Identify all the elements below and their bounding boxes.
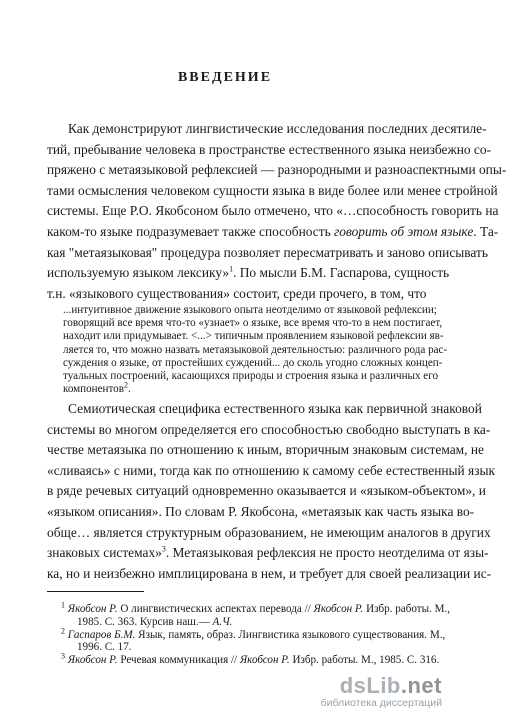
page-title: ВВЕДЕНИЕ <box>177 70 273 85</box>
text-line: честве метаязыка по отношению к иным, вторичным знаковым системам, не <box>47 442 484 458</box>
quote-line: ляется то, что можно назвать метаязыковой деятельностью: различного рода рас- <box>63 343 448 356</box>
quote-line: говорящий все время что-то «узнает» о языке, все время что-то в нем постигает, <box>63 317 443 330</box>
text-run: каком-то языке подразумевает также способность <box>47 223 335 239</box>
quote-line <box>63 380 423 396</box>
text-run: используемую языком лексику» <box>47 265 230 281</box>
text-line <box>47 543 489 564</box>
site-tagline: библиотека диссертаций <box>320 697 442 709</box>
quote-line: туальных построений, касающихся природы и строения языка и различных его <box>63 369 439 382</box>
footnote-number: 2 <box>61 625 65 635</box>
footnote-divider <box>47 591 144 592</box>
footnote-number: 1 <box>61 600 65 610</box>
quote-line: суждения о языке, от простейших суждений... до сколь угодно сложных концеп- <box>63 356 443 369</box>
text-line: тами осмысления человеком сущности языка в виде более или менее стройной <box>47 182 498 198</box>
text-run: Речевая коммуникация // <box>117 654 240 667</box>
text-line: Как демонстрируют лингвистические исследования последних десятиле- <box>68 121 487 136</box>
footnote-2 <box>47 625 446 642</box>
text-line: кая "метаязыковая" процедура позволяет пересматривать и заново описывать <box>47 244 488 260</box>
text-line: тий, пребывание человека в пространстве естественного языка неизбежно со- <box>47 141 492 157</box>
paragraph-semiotic <box>47 399 496 584</box>
paragraph-intro <box>47 119 506 304</box>
footnote-ref: 3 <box>161 544 166 554</box>
text-run: . Метаязыковая рефлексия не просто неотделима от язы- <box>165 545 489 561</box>
text-run: Язык, память, образ. Лингвистика языкового существования. М., <box>135 628 446 641</box>
text-line <box>47 222 499 243</box>
quote-line: ...интуитивное движение языкового опыта неотделимо от языковой рефлексии; <box>63 304 437 316</box>
footnote-ref: 1 <box>229 264 234 274</box>
quote-line: находит или придумывает. <...> типичным проявлением языковой рефлексии яв- <box>63 330 444 343</box>
text-line: Семиотическая специфика естественного языка как первичной знаковой <box>68 401 482 416</box>
text-run: Избр. работы. М., 1985. С. 316. <box>289 654 440 667</box>
footnote-2-continued: 1996. С. 17. <box>77 641 132 654</box>
text-run: знаковых системах» <box>47 545 162 561</box>
text-run: 1985. С. 363. Курсив наш.— <box>77 615 213 628</box>
text-line: обще… является структурным образованием, не имеющим аналогов в других <box>47 524 491 540</box>
text-run: Избр. работы. М., <box>363 603 451 615</box>
footnote-ref: 2 <box>123 380 128 390</box>
text-run: . Та- <box>473 223 499 239</box>
footnote-1 <box>47 600 451 616</box>
text-line: т.н. «языкового существования» состоит, среди прочего, в том, что <box>47 285 427 301</box>
italic-phrase: говорить об этом языке <box>334 223 474 239</box>
text-line: в ряде речевых ситуаций одновременно оказывается и «языком-объектом», и <box>47 483 486 499</box>
text-line <box>47 263 450 284</box>
text-line: «языком описания». По словам Р. Якобсона, «метаязык как часть языка во- <box>47 503 475 519</box>
site-watermark <box>321 675 442 709</box>
footnote-number: 3 <box>61 651 65 661</box>
text-line: системы. Еще Р.О. Якобсоном было отмечено, что «…способность говорить на <box>47 203 499 219</box>
text-run: компонентов <box>63 383 124 396</box>
text-line: ка, но и неизбежно имплицирована в нем, и требует для своей реализации ис- <box>47 565 492 581</box>
site-logo <box>321 675 442 697</box>
footnotes <box>47 600 451 667</box>
text-line: пряжено с метаязыковой рефлексией — разнородными и разноаспектными опы- <box>47 162 506 178</box>
initials: А.Ч. <box>212 615 233 628</box>
text-run: . По мысли Б.М. Гаспарова, сущность <box>233 265 450 281</box>
author-name: Гаспаров Б.М. <box>67 628 136 641</box>
text-line: системы во многом определяется его способностью свободно выступать в ка- <box>47 421 491 437</box>
author-name: Якобсон Р. <box>67 654 118 667</box>
author-name: Якобсон Р. <box>313 603 364 615</box>
logo-text: dsLib <box>339 673 401 698</box>
author-name: Якобсон Р. <box>239 654 290 667</box>
text-run: О лингвистических аспектах перевода // <box>117 603 314 615</box>
logo-domain: .net <box>400 673 442 698</box>
footnote-3 <box>47 651 440 667</box>
block-quote <box>63 304 448 396</box>
text-run: . <box>127 383 131 396</box>
text-line: «сливаясь» с ними, тогда как по отношению к самому себе естественный язык <box>47 462 496 478</box>
author-name: Якобсон Р. <box>67 603 118 615</box>
footnote-1-continued <box>47 616 423 629</box>
